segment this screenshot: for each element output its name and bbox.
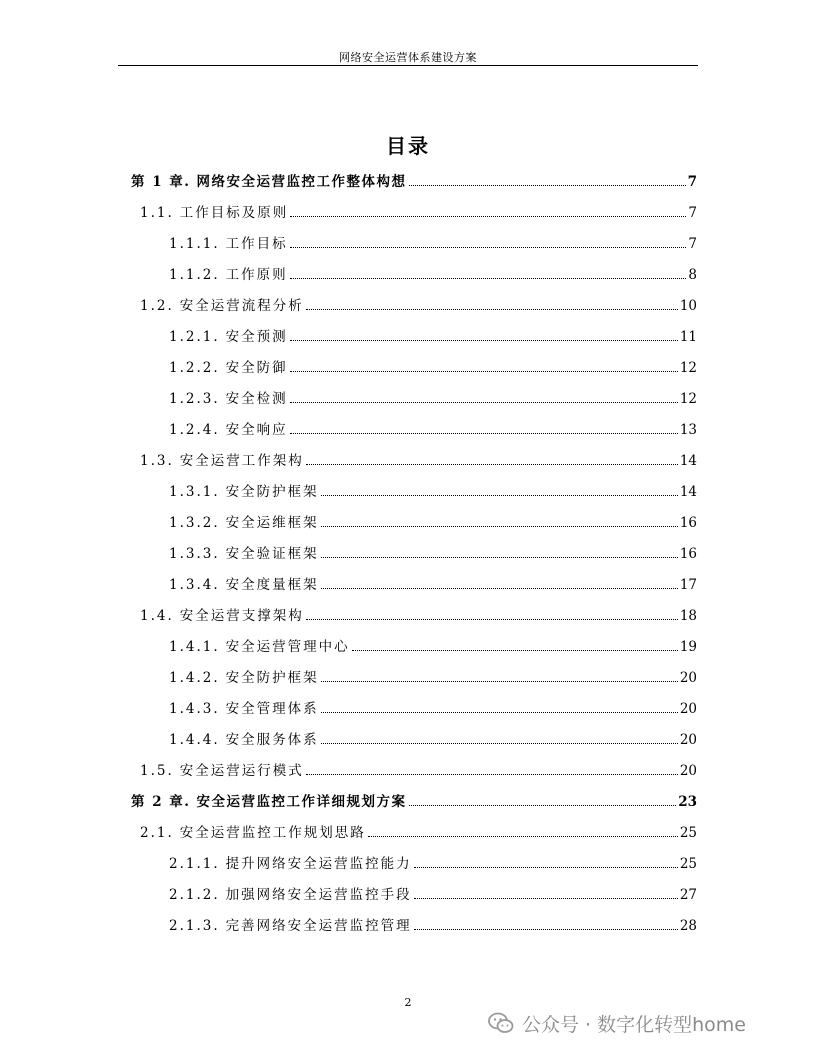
toc-entry-title: 安全运营工作架构 [179, 453, 304, 469]
toc-entry-number: 1.5. [140, 763, 174, 779]
watermark [488, 1010, 746, 1036]
toc-entry[interactable] [169, 573, 697, 593]
toc-entry-page: 27 [679, 887, 697, 903]
toc-entry-page: 14 [679, 453, 697, 469]
toc-entry-page: 12 [679, 360, 697, 376]
toc-leader [321, 681, 678, 682]
toc-entry-number: 1.1.2. [169, 267, 220, 283]
toc-entry-page: 18 [679, 608, 697, 624]
toc-entry-number: 1.4.4. [169, 732, 220, 748]
toc-entry-number: 1.3.3. [169, 546, 220, 562]
toc-entry-page: 12 [679, 391, 697, 407]
toc-leader [290, 247, 687, 248]
toc-entry[interactable] [140, 201, 697, 221]
toc-leader [290, 340, 678, 341]
toc-entry[interactable] [140, 294, 697, 314]
toc-entry-title: 安全度量框架 [225, 577, 319, 593]
toc-entry-title: 安全运营支撑架构 [179, 608, 304, 624]
toc-entry-number: 2.1.1. [169, 856, 220, 872]
toc-entry-number: 1.3.4. [169, 577, 220, 593]
watermark-text: 公众号 · 数字化转型home [522, 1013, 746, 1036]
toc-entry-title: 安全防御 [225, 360, 288, 376]
toc-entry-title: 安全检测 [225, 391, 288, 407]
toc-entry-page: 8 [688, 267, 697, 283]
toc-entry[interactable] [169, 728, 697, 748]
toc-entry-number: 1.4.2. [169, 670, 220, 686]
toc-leader [409, 185, 686, 186]
toc-entry-title: 安全运营监控工作规划思路 [179, 825, 366, 841]
toc-entry-page: 7 [688, 205, 697, 221]
toc-entry-page: 20 [679, 732, 697, 748]
toc-entry[interactable] [140, 449, 697, 469]
toc-entry-number: 2.1.2. [169, 887, 220, 903]
toc-entry[interactable] [169, 697, 697, 717]
toc-leader [306, 309, 678, 310]
toc-leader [414, 867, 678, 868]
toc-entry[interactable] [169, 387, 697, 407]
toc-entry[interactable] [169, 666, 697, 686]
toc-entry-title: 提升网络安全运营监控能力 [225, 856, 412, 872]
toc-entry-page: 7 [687, 174, 697, 190]
toc-entry-number: 2.1. [140, 825, 174, 841]
toc-leader [352, 650, 678, 651]
toc-entry-page: 11 [679, 329, 697, 345]
toc-entry-title: 网络安全运营监控工作整体构想 [196, 174, 407, 190]
toc-entry[interactable] [169, 511, 697, 531]
toc-entry-page: 16 [679, 546, 697, 562]
toc-leader [306, 774, 678, 775]
toc-leader [290, 433, 678, 434]
toc-entry-title: 工作目标及原则 [179, 205, 289, 221]
toc-entry-number: 1.3.2. [169, 515, 220, 531]
toc-entry-number: 1.1. [140, 205, 174, 221]
toc-entry-page: 25 [679, 825, 697, 841]
toc-entry[interactable] [131, 170, 697, 190]
toc-entry-title: 安全验证框架 [225, 546, 319, 562]
toc-entry[interactable] [131, 790, 697, 810]
toc-entry-page: 28 [679, 918, 697, 934]
toc-entry[interactable] [169, 232, 697, 252]
toc-entry-title: 安全管理体系 [225, 701, 319, 717]
toc-leader [414, 929, 678, 930]
toc-leader [368, 836, 678, 837]
toc-entry-number: 1.2.3. [169, 391, 220, 407]
toc-entry-number: 1.1.1. [169, 236, 220, 252]
toc-entry-page: 19 [679, 639, 697, 655]
toc-entry[interactable] [169, 418, 697, 438]
toc-entry-title: 安全预测 [225, 329, 288, 345]
toc-entry-title: 完善网络安全运营监控管理 [225, 918, 412, 934]
toc-leader [290, 402, 678, 403]
toc-entry-page: 7 [688, 236, 697, 252]
toc-entry-page: 10 [679, 298, 697, 314]
page-number: 2 [404, 996, 412, 1009]
toc-entry-title: 安全运营运行模式 [179, 763, 304, 779]
toc-leader [321, 557, 678, 558]
toc-leader [290, 278, 687, 279]
toc-leader [414, 898, 678, 899]
toc-entry[interactable] [169, 263, 697, 283]
toc-entry-title: 安全服务体系 [225, 732, 319, 748]
toc-leader [321, 495, 678, 496]
toc-leader [290, 216, 686, 217]
toc-leader [321, 588, 678, 589]
toc-entry[interactable] [140, 821, 697, 841]
toc-entry-title: 安全防护框架 [225, 670, 319, 686]
toc-entry-number: 1.4.3. [169, 701, 220, 717]
toc-entry-page: 20 [679, 670, 697, 686]
toc-entry-number: 1.2.1. [169, 329, 220, 345]
toc-leader [321, 743, 678, 744]
wechat-icon [488, 1012, 514, 1034]
running-header: 网络安全运营体系建设方案 [339, 51, 477, 64]
toc-entry-number: 1.3.1. [169, 484, 220, 500]
toc-entry-title: 安全运营监控工作详细规划方案 [196, 794, 407, 810]
toc-leader [321, 526, 678, 527]
toc-entry-number: 1.2. [140, 298, 174, 314]
toc-entry[interactable] [169, 635, 697, 655]
toc-entry-title: 安全运营流程分析 [179, 298, 304, 314]
toc-entry[interactable] [169, 852, 697, 872]
toc-entry[interactable] [140, 759, 697, 779]
toc-entry-number: 1.2.2. [169, 360, 220, 376]
toc-entry[interactable] [169, 480, 697, 500]
toc-entry-title: 加强网络安全运营监控手段 [225, 887, 412, 903]
toc-leader [290, 371, 678, 372]
toc-entry-page: 16 [679, 515, 697, 531]
toc-entry[interactable] [169, 325, 697, 345]
toc-entry-number: 第 1 章. [131, 174, 191, 190]
toc-entry-number: 1.4.1. [169, 639, 220, 655]
toc-entry[interactable] [169, 883, 697, 903]
toc-entry-page: 14 [679, 484, 697, 500]
toc-leader [306, 464, 678, 465]
toc-entry[interactable] [169, 356, 697, 376]
toc-entry-page: 23 [678, 794, 697, 810]
toc-entry-page: 20 [679, 701, 697, 717]
toc-entry-page: 13 [679, 422, 697, 438]
toc-title: 目录 [386, 134, 430, 158]
toc-entry-page: 20 [679, 763, 697, 779]
toc-entry-page: 25 [679, 856, 697, 872]
toc-entry-page: 17 [679, 577, 697, 593]
toc-leader [409, 805, 677, 806]
toc-entry-title: 工作原则 [225, 267, 288, 283]
toc-entry-title: 安全防护框架 [225, 484, 319, 500]
toc-entry-title: 安全响应 [225, 422, 288, 438]
toc-entry-number: 1.4. [140, 608, 174, 624]
toc-entry-number: 第 2 章. [131, 794, 191, 810]
toc-entry-title: 安全运营管理中心 [225, 639, 350, 655]
toc-leader [321, 712, 678, 713]
toc-entry[interactable] [169, 542, 697, 562]
toc-entry-number: 1.2.4. [169, 422, 220, 438]
toc-entry-number: 2.1.3. [169, 918, 220, 934]
toc-entry-number: 1.3. [140, 453, 174, 469]
toc-leader [306, 619, 678, 620]
toc-entry-title: 工作目标 [225, 236, 288, 252]
toc-entry[interactable] [169, 914, 697, 934]
toc-entry[interactable] [140, 604, 697, 624]
toc-entry-title: 安全运维框架 [225, 515, 319, 531]
